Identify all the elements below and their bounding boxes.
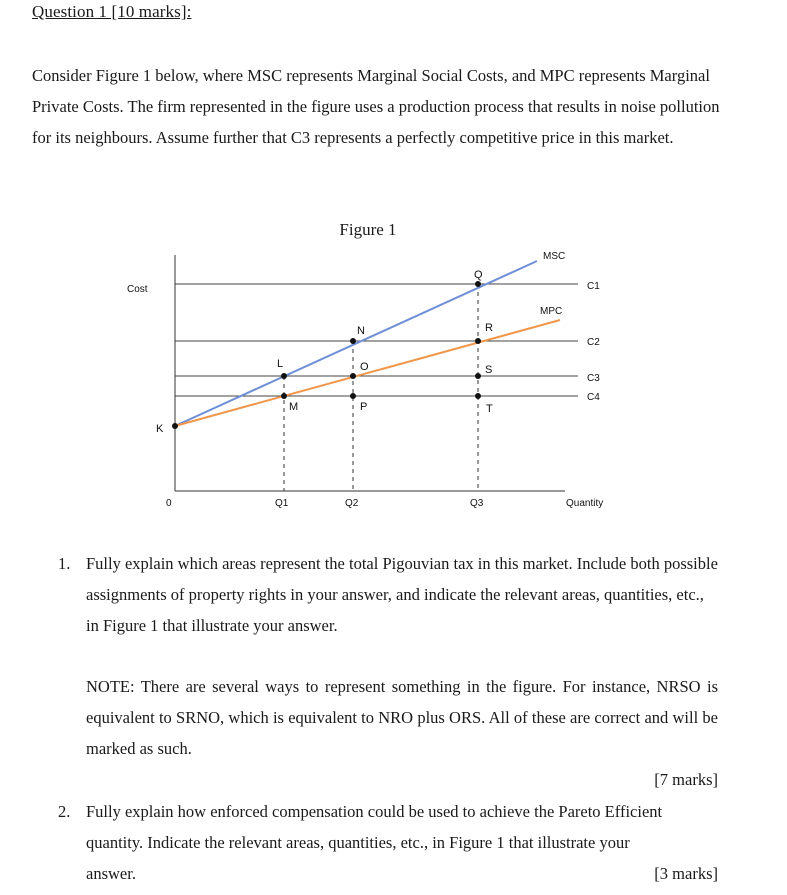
price-label-c1: C1 bbox=[587, 281, 600, 292]
price-label-c4: C4 bbox=[587, 392, 600, 403]
question-2-number: 2. bbox=[58, 802, 71, 821]
point-label-o: O bbox=[360, 361, 369, 373]
point-label-n: N bbox=[357, 325, 365, 337]
mpc-label: MPC bbox=[540, 306, 563, 317]
question-2-body bbox=[86, 796, 718, 889]
point-label-l: L bbox=[277, 358, 284, 370]
point-p-dot bbox=[350, 393, 356, 399]
point-t-dot bbox=[475, 393, 481, 399]
msc-label: MSC bbox=[543, 251, 566, 262]
point-label-q: Q bbox=[474, 269, 483, 281]
figure-1-svg bbox=[0, 210, 787, 530]
quantity-label-q3: Q3 bbox=[470, 498, 484, 509]
question-1-note: NOTE: There are several ways to represent something in the figure. For instance, NRSO is equivalent to SRNO, which is equivalent to NRO plus ORS. All of these are correct and will be marked as such. bbox=[86, 677, 718, 758]
point-s-dot bbox=[475, 373, 481, 379]
intro-paragraph bbox=[32, 60, 722, 153]
price-label-c2: C2 bbox=[587, 337, 600, 348]
question-1-number: 1. bbox=[58, 554, 71, 573]
question-1-body bbox=[86, 548, 718, 795]
point-m-dot bbox=[281, 393, 287, 399]
point-r-dot bbox=[475, 338, 481, 344]
point-label-s: S bbox=[485, 364, 493, 376]
question-2 bbox=[58, 796, 718, 889]
point-k-dot bbox=[172, 423, 178, 429]
point-label-t: T bbox=[486, 403, 493, 415]
question-2-last-line: answer. bbox=[86, 864, 136, 883]
question-1-text: Fully explain which areas represent the total Pigouvian tax in this market. Include both possible assignments of property rights in your answer, and indicate the relevant areas, quantities, etc., in Figure 1 that illustrate your answer. bbox=[86, 554, 718, 635]
y-axis-label: Cost bbox=[127, 284, 148, 295]
point-label-m: M bbox=[289, 401, 299, 413]
quantity-label-q1: Q1 bbox=[275, 498, 289, 509]
question-2-marks-row bbox=[86, 858, 718, 889]
mpc-curve bbox=[175, 320, 560, 426]
figure-1 bbox=[0, 210, 787, 530]
point-q-dot bbox=[475, 281, 481, 287]
question-1-marks: [7 marks] bbox=[654, 770, 718, 789]
question-heading: Question 1 [10 marks]: bbox=[32, 2, 192, 21]
quantity-label-q2: Q2 bbox=[345, 498, 359, 509]
point-n-dot bbox=[350, 338, 356, 344]
x-axis-label: Quantity bbox=[566, 498, 604, 509]
question-2-text: Fully explain how enforced compensation could be used to achieve the Pareto Efficient quantity. Indicate the relevant areas, quantities, etc., in Figure 1 that illustrate your bbox=[86, 802, 663, 852]
question-2-marks: [3 marks] bbox=[654, 864, 718, 883]
figure-title: Figure 1 bbox=[339, 220, 397, 239]
intro-text: Consider Figure 1 below, where MSC represents Marginal Social Costs, and MPC represents Marginal Private Costs. The firm represented in the figure uses a production process that results in noise pollution for its neighbours. Assume further that C3 represents a perfectly competitive price in this market. bbox=[32, 66, 720, 147]
question-1 bbox=[58, 548, 718, 795]
point-o-dot bbox=[350, 373, 356, 379]
point-label-r: R bbox=[485, 322, 493, 334]
msc-curve bbox=[175, 261, 537, 426]
question-1-marks-row bbox=[86, 764, 718, 795]
point-label-p: P bbox=[360, 401, 368, 413]
origin-label: 0 bbox=[166, 498, 172, 509]
point-l-dot bbox=[281, 373, 287, 379]
price-label-c3: C3 bbox=[587, 373, 600, 384]
point-label-k: K bbox=[156, 423, 164, 435]
